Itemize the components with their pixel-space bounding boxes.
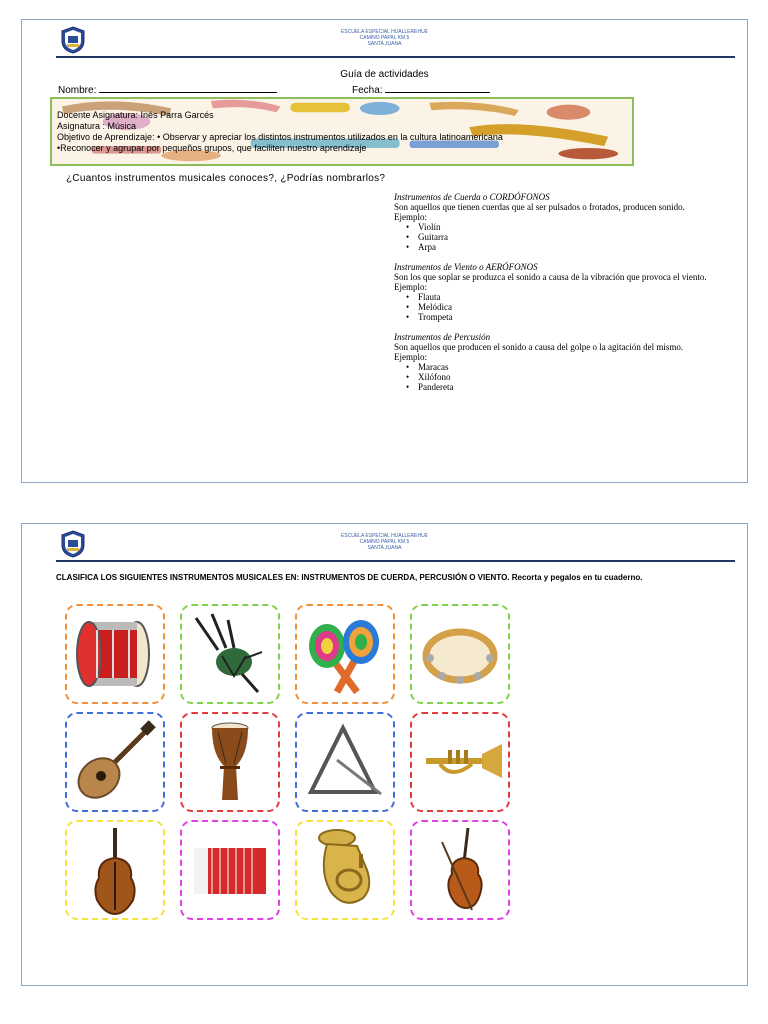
header-divider [56, 56, 735, 58]
subject-line: Asignatura : Música [57, 121, 137, 131]
trumpet-icon [412, 714, 508, 810]
school-name: ESCUELA ESPECIAL HUALLEREHUE [340, 533, 429, 539]
tuba-icon [297, 822, 393, 918]
instrument-card[interactable] [180, 712, 280, 812]
mandolin-icon [67, 714, 163, 810]
example-list [394, 362, 714, 392]
question-text: ¿Cuantos instrumentos musicales conoces?, ¿Podrías nombrarlos? [66, 173, 386, 184]
instrument-card[interactable] [65, 604, 165, 704]
list-item: • Maracas [418, 362, 714, 372]
djembe-icon [182, 714, 278, 810]
maracas-icon [297, 606, 393, 702]
classify-instruction: CLASIFICA LOS SIGUIENTES INSTRUMENTOS MUSICALES EN: INSTRUMENTOS DE CUERDA, PERCUSIÓN O VIENTO. Recorta y pegalos en tu cuaderno. [56, 573, 643, 582]
school-header [22, 533, 747, 551]
info-banner [50, 97, 634, 166]
category-percussion [394, 332, 714, 392]
category-description: Son aquellos que tienen cuerdas que al ser pulsados o frotados, producen sonido. Ejemplo: [394, 202, 685, 222]
school-name: ESCUELA ESPECIAL HUALLEREHUE [340, 29, 429, 35]
objective-line-2: •Reconocer y agrupar por pequeños grupos, que faciliten nuestro aprendizaje [57, 143, 367, 153]
violin-icon [412, 822, 508, 918]
school-city: SANTA JUANA [367, 41, 402, 47]
instrument-categories [394, 192, 714, 402]
objective-line: Objetivo de Aprendizaje: • Observar y apreciar los distintos instrumentos utilizados en la cultura latinoamericana [57, 132, 503, 142]
school-header [22, 29, 747, 47]
category-title: Instrumentos de Viento o AERÓFONOS [394, 262, 538, 272]
worksheet-page-2 [21, 523, 748, 986]
header-divider [56, 560, 735, 562]
list-item: • Melódica [418, 302, 714, 312]
banner-text [57, 110, 503, 154]
list-item: • Arpa [418, 242, 714, 252]
category-description: Son los que soplar se produzca el sonido a causa de la vibración que provoca el viento. Ejemplo: [394, 272, 707, 292]
teacher-line: Docente Asignatura: Inés Parra Garcés [57, 110, 214, 120]
date-blank-line[interactable] [385, 83, 490, 93]
instrument-card[interactable] [295, 820, 395, 920]
category-wind [394, 262, 714, 322]
instrument-card[interactable] [295, 712, 395, 812]
list-item: • Trompeta [418, 312, 714, 322]
instrument-cards-grid [65, 599, 512, 929]
instrument-card[interactable] [410, 712, 510, 812]
school-address: CAMINO PAPAL KM 5 [359, 35, 410, 41]
tambourine-icon [412, 606, 508, 702]
example-list [394, 222, 714, 252]
list-item: • Guitarra [418, 232, 714, 242]
list-item: • Xilófono [418, 372, 714, 382]
school-city: SANTA JUANA [367, 545, 402, 551]
worksheet-page-1 [21, 19, 748, 483]
instrument-card[interactable] [180, 604, 280, 704]
category-title: Instrumentos de Percusión [394, 332, 491, 342]
instrument-card[interactable] [65, 820, 165, 920]
bagpipes-icon [182, 606, 278, 702]
accordion-icon [182, 822, 278, 918]
list-item: • Pandereta [418, 382, 714, 392]
triangle-icon [297, 714, 393, 810]
instrument-card[interactable] [410, 604, 510, 704]
instrument-card[interactable] [180, 820, 280, 920]
example-list [394, 292, 714, 322]
instrument-card[interactable] [295, 604, 395, 704]
instrument-card[interactable] [410, 820, 510, 920]
name-label: Nombre: [58, 85, 97, 96]
list-item: • Violín [418, 222, 714, 232]
list-item: • Flauta [418, 292, 714, 302]
bass-drum-icon [67, 606, 163, 702]
date-field [352, 83, 490, 96]
page-title: Guía de actividades [340, 69, 429, 80]
category-description: Son aquellos que producen el sonido a causa del golpe o la agitación del mismo. Ejemplo: [394, 342, 684, 362]
instrument-card[interactable] [65, 712, 165, 812]
school-address: CAMINO PAPAL KM 5 [359, 539, 410, 545]
category-title: Instrumentos de Cuerda o CORDÓFONOS [394, 192, 550, 202]
category-string [394, 192, 714, 252]
double-bass-icon [67, 822, 163, 918]
name-blank-line[interactable] [99, 83, 277, 93]
name-field [58, 83, 277, 96]
date-label: Fecha: [352, 85, 383, 96]
